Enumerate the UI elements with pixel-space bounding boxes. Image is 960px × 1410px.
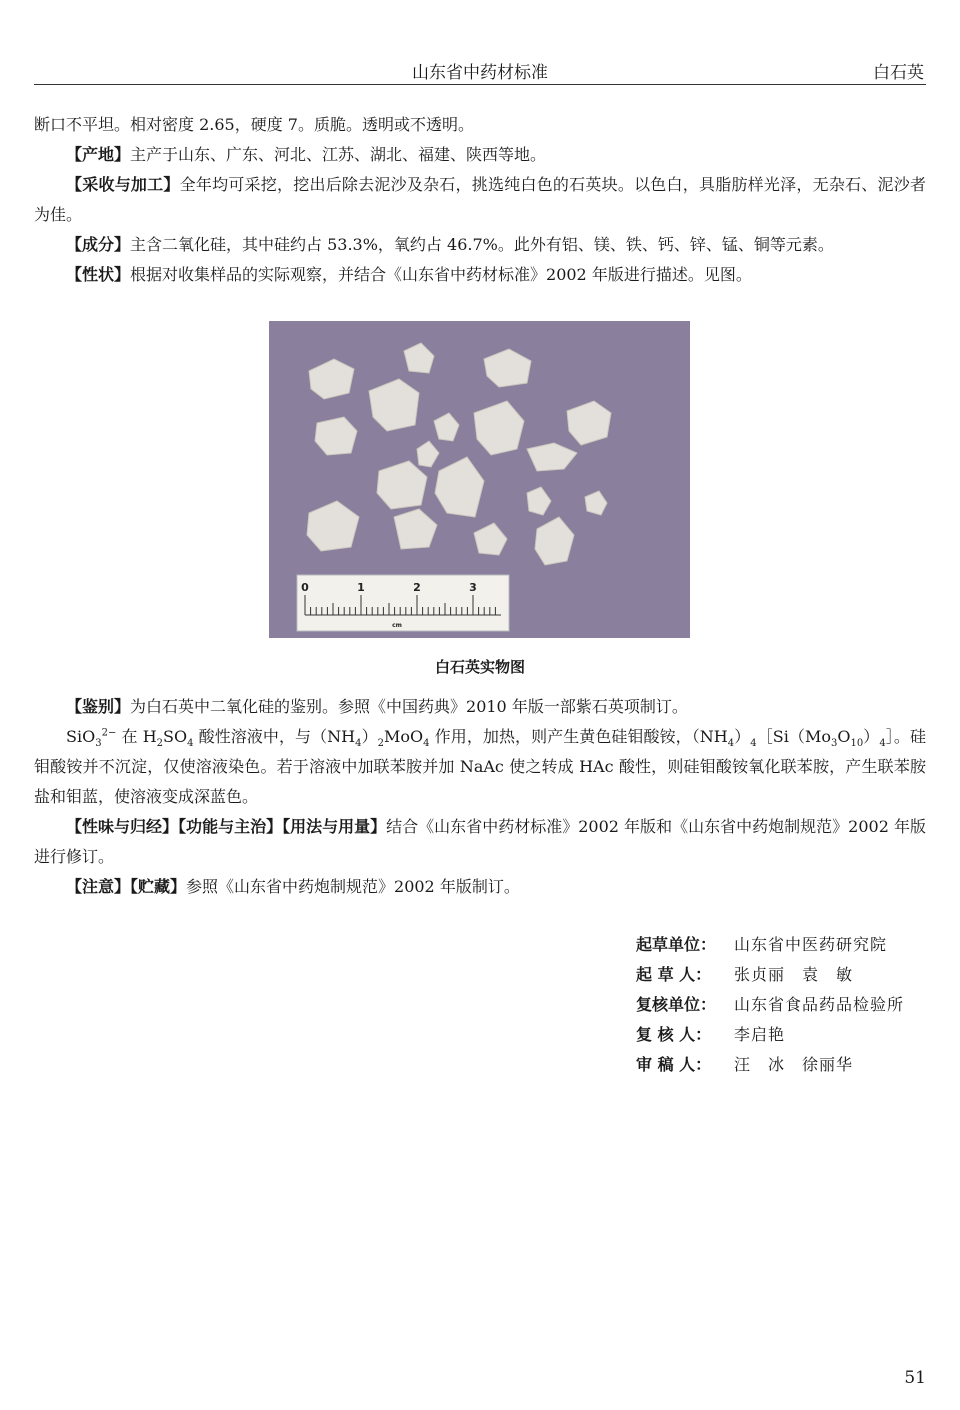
formula-sub: 10 xyxy=(850,738,864,750)
formula-part: ） xyxy=(361,727,378,746)
ruler-label-1: 1 xyxy=(357,581,365,594)
paragraph-notes xyxy=(34,872,926,902)
formula-part: O xyxy=(837,727,851,746)
header-title: 山东省中药材标准 xyxy=(412,63,548,83)
credit-row xyxy=(636,1020,936,1050)
credit-value: 李启艳 xyxy=(734,1025,786,1044)
credits-block xyxy=(636,930,936,1080)
page-number: 51 xyxy=(904,1368,926,1388)
paragraph-composition xyxy=(34,230,926,260)
formula-sub: 2 xyxy=(156,738,164,750)
figure-caption: 白石英实物图 xyxy=(434,658,525,676)
ruler-label-3: 3 xyxy=(469,581,477,594)
credit-row xyxy=(636,1050,936,1080)
tag-notes: 【注意】【贮藏】 xyxy=(66,877,187,896)
credit-row xyxy=(636,960,936,990)
credit-label: 起 草 人： xyxy=(636,965,712,984)
formula-sub: 4 xyxy=(750,738,757,750)
text-properties: 根据对收集样品的实际观察，并结合《山东省中药材标准》2002 年版进行描述。见图。 xyxy=(130,265,752,284)
formula-part: MoO xyxy=(384,727,424,746)
tag-harvest: 【采收与加工】 xyxy=(66,175,180,194)
credit-label: 审 稿 人： xyxy=(636,1055,712,1074)
tag-origin: 【产地】 xyxy=(66,145,131,164)
paragraph-reaction xyxy=(34,722,926,812)
formula-part: ） xyxy=(863,727,880,746)
paragraph-origin xyxy=(34,140,926,170)
formula-sub: 2 xyxy=(377,738,385,750)
ruler-label-2: 2 xyxy=(413,581,421,594)
credit-label: 复核单位： xyxy=(636,995,717,1014)
formula-part: 酸性溶液中，与（NH xyxy=(193,727,356,746)
credit-value: 山东省中医药研究院 xyxy=(734,935,888,954)
paragraph-properties xyxy=(34,260,926,290)
paragraph-nature xyxy=(34,812,926,872)
page-header xyxy=(34,56,926,85)
formula-part: SiO xyxy=(66,727,96,746)
tag-composition: 【成分】 xyxy=(66,235,131,254)
ruler-unit: cm xyxy=(392,622,402,629)
paragraph-harvest xyxy=(34,170,926,230)
credit-row xyxy=(636,990,936,1020)
credit-label: 复 核 人： xyxy=(636,1025,712,1044)
specimen-photo xyxy=(269,321,690,638)
formula-sub: 3 xyxy=(831,738,838,750)
formula-part: ］。硅钼酸铵并不沉淀，仅使溶液染色。若于溶液中加联苯胺并加 NaAc 使之转成 HAc 酸性，则硅钼酸铵氧化联苯胺，产生联苯胺盐和钼蓝，使溶液变成深蓝色。 xyxy=(34,727,926,806)
tag-properties: 【性状】 xyxy=(66,265,131,284)
formula-sub: 4 xyxy=(187,738,194,750)
header-section: 白石英 xyxy=(873,63,924,83)
paragraph-fracture: 断口不平坦。相对密度 2.65，硬度 7。质脆。透明或不透明。 xyxy=(34,115,474,134)
text-nature: 结合《山东省中药材标准》2002 年版和《山东省中药炮制规范》2002 年版进行修订。 xyxy=(34,817,926,866)
paragraph-identification xyxy=(34,692,926,722)
tag-identification: 【鉴别】 xyxy=(66,697,131,716)
formula-part: ［Si（Mo xyxy=(756,727,831,746)
formula-sub: 4 xyxy=(355,738,362,750)
ruler-label-0: 0 xyxy=(301,581,309,594)
formula-part: 作用，加热，则产生黄色硅钼酸铵，（NH xyxy=(429,727,728,746)
specimen-photo-svg xyxy=(269,321,690,638)
credit-label: 起草单位： xyxy=(636,935,717,954)
text-composition: 主含二氧化硅，其中硅约占 53.3%，氧约占 46.7%。此外有铝、镁、铁、钙、锌、锰、铜等元素。 xyxy=(130,235,834,254)
formula-sub: 4 xyxy=(727,738,735,750)
credit-value: 张贞丽 袁 敏 xyxy=(734,965,854,984)
text-notes: 参照《山东省中药炮制规范》2002 年版制订。 xyxy=(186,877,520,896)
text-identification: 为白石英中二氧化硅的鉴别。参照《中国药典》2010 年版一部紫石英项制订。 xyxy=(130,697,688,716)
credit-value: 汪 冰 徐丽华 xyxy=(734,1055,854,1074)
text-harvest: 全年均可采挖，挖出后除去泥沙及杂石，挑选纯白色的石英块。以色白，具脂肪样光泽，无杂石、泥沙者为佳。 xyxy=(34,175,926,224)
formula-part: 在 H xyxy=(116,727,157,746)
body-text-bottom xyxy=(34,692,926,902)
formula-sub: 4 xyxy=(879,738,886,750)
credit-row xyxy=(636,930,936,960)
body-text-top xyxy=(34,110,926,290)
formula-sub: 3 xyxy=(95,738,102,750)
formula-sup: 2− xyxy=(101,727,117,739)
formula-part: ） xyxy=(734,727,751,746)
formula-sub: 4 xyxy=(423,738,430,750)
tag-nature: 【性味与归经】【功能与主治】【用法与用量】 xyxy=(66,817,387,836)
credit-value: 山东省食品药品检验所 xyxy=(734,995,905,1014)
text-origin: 主产于山东、广东、河北、江苏、湖北、福建、陕西等地。 xyxy=(130,145,547,164)
formula-part: SO xyxy=(163,727,188,746)
